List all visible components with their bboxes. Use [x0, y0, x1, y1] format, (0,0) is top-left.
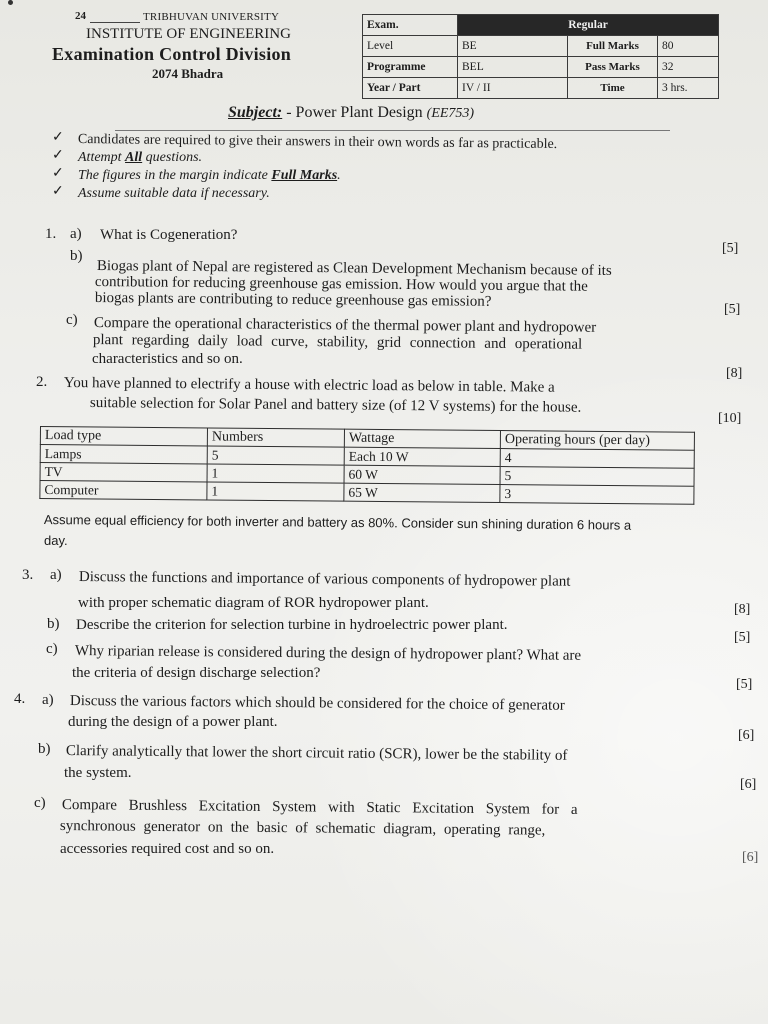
q3a-label: a)	[50, 567, 62, 583]
table-cell: 1	[207, 482, 344, 501]
instruction-3-pre: The figures in the margin indicate	[78, 168, 268, 183]
table-cell: 4	[500, 449, 694, 469]
table-cell: 65 W	[344, 483, 500, 502]
q4a-line-1: Discuss the various factors which should be considered for the choice of generator	[69, 693, 565, 714]
q4c-marks: [6]	[742, 850, 759, 865]
header-underline	[90, 22, 140, 23]
q1c-line-1: Compare the operational characteristics of the thermal power plant and hydropower	[93, 315, 597, 336]
q1-number: 1.	[45, 226, 57, 242]
q3c-label: c)	[46, 641, 58, 657]
programme-row	[363, 57, 719, 78]
level-row	[363, 36, 719, 57]
subject-line	[228, 104, 474, 122]
q4a-line-2: during the design of a power plant.	[68, 714, 278, 730]
q1c-line-2: plant regarding daily load curve, stability, grid connection and operational	[92, 332, 583, 353]
q1c-marks: [8]	[726, 366, 743, 381]
q3a-line-1: Discuss the functions and importance of various components of hydropower plant	[78, 569, 571, 590]
programme-value: BEL	[458, 57, 568, 78]
q3c-line-2: the criteria of design discharge selection?	[72, 665, 321, 681]
subject-name: - Power Plant Design	[286, 104, 423, 121]
subject-code: (EE753)	[426, 106, 475, 121]
division-name: Examination Control Division	[52, 44, 292, 64]
q1a-text: What is Cogeneration?	[100, 227, 238, 243]
q2-note-line-2: day.	[44, 533, 68, 548]
instruction-2-all: All	[125, 150, 143, 165]
header-number: 24	[75, 10, 86, 22]
check-icon: ✓	[52, 130, 64, 145]
check-icon: ✓	[52, 184, 64, 199]
time-label: Time	[568, 78, 658, 99]
table-cell: Each 10 W	[344, 447, 500, 466]
q1b-line-2: contribution for reducing greenhouse gas emission. How would you argue that the	[94, 274, 588, 295]
q2-line-2: suitable selection for Solar Panel and battery size (of 12 V systems) for the house.	[89, 395, 582, 416]
q1b-line-1: Biogas plant of Nepal are registered as Clean Development Mechanism because of its	[96, 258, 612, 279]
q1a-label: a)	[70, 226, 82, 242]
q1b-line-3: biogas plants are contributing to reduce greenhouse gas emission?	[94, 290, 492, 310]
year-part-row	[363, 78, 719, 99]
q2-line-1: You have planned to electrify a house with electric load as below in table. Make a	[63, 375, 555, 396]
q4c-line-3: accessories required cost and so on.	[60, 841, 275, 857]
programme-label: Programme	[363, 57, 458, 78]
instruction-3-post: .	[337, 168, 341, 183]
instruction-2-pre: Attempt	[78, 150, 122, 165]
corner-smudge	[8, 0, 13, 5]
check-icon: ✓	[52, 148, 64, 163]
q1b-label: b)	[70, 248, 83, 264]
q1a-marks: [5]	[722, 241, 739, 256]
exam-row	[363, 15, 719, 36]
q4b-line-2: the system.	[64, 765, 132, 781]
exam-info-table	[362, 14, 719, 99]
q1b-marks: [5]	[724, 302, 741, 317]
university-name: TRIBHUVAN UNIVERSITY	[143, 11, 280, 23]
load-table	[39, 426, 695, 505]
q4c-label: c)	[34, 795, 46, 811]
level-value: BE	[458, 36, 568, 57]
q3a-marks: [8]	[734, 602, 751, 617]
load-table-header: Operating hours (per day)	[500, 431, 694, 451]
q4c-line-1: Compare Brushless Excitation System with Static Excitation System for a	[61, 797, 578, 818]
subject-rule	[115, 130, 670, 131]
table-cell: Lamps	[40, 445, 207, 464]
q3b-marks: [5]	[734, 630, 751, 645]
q3b-text: Describe the criterion for selection turbine in hydroelectric power plant.	[76, 617, 508, 633]
full-marks-label: Full Marks	[568, 36, 658, 57]
exam-value: Regular	[458, 15, 719, 36]
q3-number: 3.	[22, 567, 34, 583]
instruction-3	[78, 168, 341, 184]
year-part-label: Year / Part	[363, 78, 458, 99]
q4a-label: a)	[42, 692, 54, 708]
check-icon: ✓	[52, 166, 64, 181]
full-marks-value: 80	[658, 36, 719, 57]
institute-name: INSTITUTE OF ENGINEERING	[86, 26, 291, 42]
q4-number: 4.	[14, 691, 26, 707]
exam-date: 2074 Bhadra	[152, 66, 224, 81]
q4b-line-1: Clarify analytically that lower the short circuit ratio (SCR), lower be the stability of	[65, 743, 568, 764]
q2-note-line-1: Assume equal efficiency for both inverter and battery as 80%. Consider sun shining duration 6 hours a	[43, 512, 632, 533]
q2-marks: [10]	[718, 411, 742, 426]
q4a-marks: [6]	[738, 728, 755, 743]
q1c-label: c)	[66, 312, 78, 328]
q4c-line-2: synchronous generator on the basic of schematic diagram, operating range,	[59, 818, 546, 839]
level-label: Level	[363, 36, 458, 57]
table-cell: 5	[207, 446, 344, 465]
load-table-header: Wattage	[344, 429, 500, 448]
subject-label: Subject:	[228, 104, 283, 121]
table-cell: 1	[207, 464, 344, 483]
pass-marks-value: 32	[658, 57, 719, 78]
instruction-1: Candidates are required to give their answers in their own words as far as practicable.	[77, 132, 558, 153]
table-cell: 60 W	[344, 465, 500, 484]
table-cell: 3	[500, 485, 694, 505]
q2-number: 2.	[36, 374, 48, 390]
instruction-2-post: questions.	[145, 150, 203, 165]
table-cell: Computer	[40, 481, 207, 500]
q4b-marks: [6]	[740, 777, 757, 792]
q1c-line-3: characteristics and so on.	[92, 351, 243, 367]
exam-label: Exam.	[363, 15, 458, 36]
pass-marks-label: Pass Marks	[568, 57, 658, 78]
instruction-3-full-marks: Full Marks	[271, 168, 338, 183]
q3b-label: b)	[47, 616, 60, 632]
load-table-header: Load type	[40, 427, 207, 446]
q4b-label: b)	[38, 741, 51, 757]
table-cell: TV	[40, 463, 207, 482]
load-table-header: Numbers	[207, 428, 344, 447]
time-value: 3 hrs.	[658, 78, 719, 99]
year-part-value: IV / II	[458, 78, 568, 99]
q3c-marks: [5]	[736, 677, 753, 692]
instruction-2	[78, 150, 202, 166]
table-cell: 5	[500, 467, 694, 487]
instruction-4: Assume suitable data if necessary.	[78, 186, 270, 201]
q3c-line-1: Why riparian release is considered during the design of hydropower plant? What are	[74, 643, 582, 664]
q3a-line-2: with proper schematic diagram of ROR hydropower plant.	[78, 595, 429, 611]
